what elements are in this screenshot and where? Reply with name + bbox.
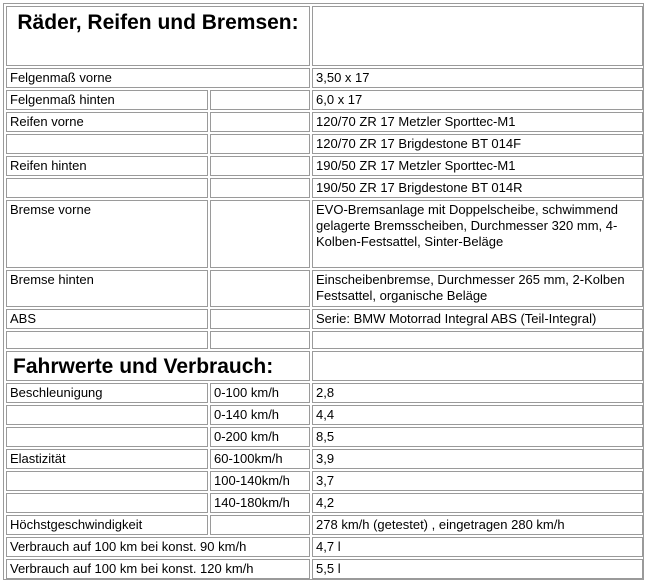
empty-cell	[6, 493, 208, 513]
table-row	[6, 90, 643, 110]
table-row	[6, 515, 643, 535]
empty-cell	[210, 112, 310, 132]
table-row	[6, 156, 643, 176]
empty-cell	[6, 471, 208, 491]
section-header-raeder	[6, 6, 643, 66]
row-label: Elastizität	[6, 449, 208, 469]
empty-cell	[6, 178, 208, 198]
row-label: Beschleunigung	[6, 383, 208, 403]
table-row	[6, 427, 643, 447]
row-value: 278 km/h (getestet) , eingetragen 280 km/h	[312, 515, 643, 535]
row-range: 100-140km/h	[210, 471, 310, 491]
table-row	[6, 309, 643, 329]
row-range: 0-140 km/h	[210, 405, 310, 425]
row-value: 2,8	[312, 383, 643, 403]
table-row	[6, 178, 643, 198]
row-label: Verbrauch auf 100 km bei konst. 90 km/h	[6, 537, 310, 557]
empty-cell	[210, 200, 310, 268]
row-range: 0-100 km/h	[210, 383, 310, 403]
table-row	[6, 559, 643, 579]
spec-table	[4, 4, 645, 581]
table-row	[6, 449, 643, 469]
row-value: 190/50 ZR 17 Brigdestone BT 014R	[312, 178, 643, 198]
row-label: Bremse hinten	[6, 270, 208, 307]
table-row	[6, 270, 643, 307]
empty-cell	[210, 331, 310, 349]
row-value: 120/70 ZR 17 Metzler Sporttec-M1	[312, 112, 643, 132]
empty-cell	[210, 178, 310, 198]
empty-cell	[312, 351, 643, 381]
row-value: 190/50 ZR 17 Metzler Sporttec-M1	[312, 156, 643, 176]
row-value: 8,5	[312, 427, 643, 447]
empty-cell	[6, 405, 208, 425]
row-range: 0-200 km/h	[210, 427, 310, 447]
row-value: 5,5 l	[312, 559, 643, 579]
row-value: 6,0 x 17	[312, 90, 643, 110]
row-value: 120/70 ZR 17 Brigdestone BT 014F	[312, 134, 643, 154]
row-value: 4,7 l	[312, 537, 643, 557]
table-row	[6, 200, 643, 268]
empty-cell	[210, 134, 310, 154]
table-row	[6, 134, 643, 154]
table-row	[6, 112, 643, 132]
spec-table-frame	[3, 3, 644, 580]
row-value: EVO-Bremsanlage mit Doppelscheibe, schwimmend gelagerte Bremsscheiben, Durchmesser 320 mm, 4-Kolben-Festsattel, Sinter-Beläge	[312, 200, 643, 268]
row-label: Reifen hinten	[6, 156, 208, 176]
row-label: Bremse vorne	[6, 200, 208, 268]
row-value: 3,50 x 17	[312, 68, 643, 88]
empty-cell	[312, 6, 643, 66]
table-row	[6, 471, 643, 491]
row-label: ABS	[6, 309, 208, 329]
table-row	[6, 405, 643, 425]
row-value: 4,4	[312, 405, 643, 425]
empty-cell	[210, 90, 310, 110]
row-value: Einscheibenbremse, Durchmesser 265 mm, 2-Kolben Festsattel, organische Beläge	[312, 270, 643, 307]
empty-cell	[6, 134, 208, 154]
empty-cell	[312, 331, 643, 349]
row-value: 3,9	[312, 449, 643, 469]
row-range: 140-180km/h	[210, 493, 310, 513]
empty-cell	[6, 331, 208, 349]
row-value: 4,2	[312, 493, 643, 513]
table-row	[6, 68, 643, 88]
empty-cell	[6, 427, 208, 447]
table-row	[6, 493, 643, 513]
row-label: Reifen vorne	[6, 112, 208, 132]
empty-cell	[210, 515, 310, 535]
spacer-row	[6, 331, 643, 349]
empty-cell	[210, 156, 310, 176]
row-range: 60-100km/h	[210, 449, 310, 469]
empty-cell	[210, 309, 310, 329]
row-label: Höchstgeschwindigkeit	[6, 515, 208, 535]
table-row	[6, 537, 643, 557]
row-label: Felgenmaß vorne	[6, 68, 310, 88]
row-value: Serie: BMW Motorrad Integral ABS (Teil-Integral)	[312, 309, 643, 329]
empty-cell	[210, 270, 310, 307]
row-label: Felgenmaß hinten	[6, 90, 208, 110]
row-value: 3,7	[312, 471, 643, 491]
section-title-raeder: Räder, Reifen und Bremsen:	[6, 6, 310, 66]
section-header-fahrwerte	[6, 351, 643, 381]
table-row	[6, 383, 643, 403]
section-title-fahrwerte: Fahrwerte und Verbrauch:	[6, 351, 310, 381]
row-label: Verbrauch auf 100 km bei konst. 120 km/h	[6, 559, 310, 579]
